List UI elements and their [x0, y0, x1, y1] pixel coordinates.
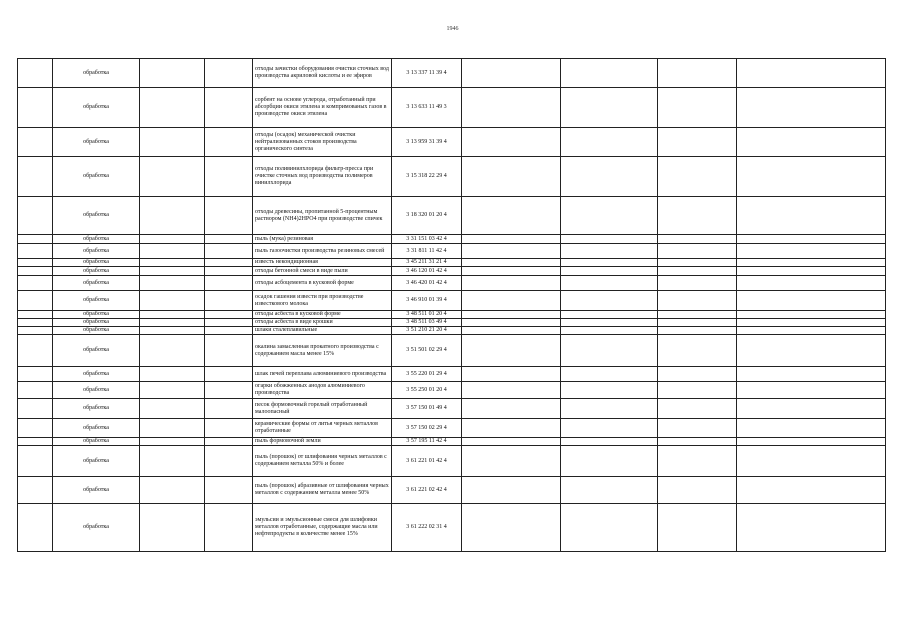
- table-row: [18, 382, 886, 399]
- cell-empty: [140, 477, 205, 504]
- cell-empty: [561, 311, 658, 319]
- cell-empty: [658, 367, 737, 382]
- cell-empty: [462, 59, 561, 88]
- cell-index: [18, 367, 53, 382]
- cell-empty: [658, 327, 737, 335]
- cell-empty: [462, 128, 561, 157]
- cell-operation: обработка: [53, 504, 140, 552]
- cell-empty: [140, 157, 205, 197]
- cell-waste-code: 3 31 811 11 42 4: [392, 244, 462, 259]
- cell-empty: [205, 244, 253, 259]
- cell-empty: [140, 244, 205, 259]
- cell-waste-code: 3 46 120 01 42 4: [392, 267, 462, 276]
- cell-operation: обработка: [53, 419, 140, 438]
- cell-empty: [462, 197, 561, 235]
- cell-index: [18, 504, 53, 552]
- cell-empty: [140, 335, 205, 367]
- table-row: [18, 335, 886, 367]
- cell-empty: [561, 477, 658, 504]
- cell-waste-code: 3 18 320 01 20 4: [392, 197, 462, 235]
- table-row: [18, 504, 886, 552]
- cell-operation: обработка: [53, 327, 140, 335]
- cell-empty: [140, 267, 205, 276]
- cell-waste-code: 3 46 420 01 42 4: [392, 276, 462, 291]
- table-row: [18, 438, 886, 446]
- cell-empty: [205, 477, 253, 504]
- cell-waste-code: 3 46 910 01 39 4: [392, 291, 462, 311]
- cell-waste-code: 3 57 150 01 49 4: [392, 399, 462, 419]
- cell-empty: [205, 335, 253, 367]
- cell-empty: [205, 327, 253, 335]
- cell-empty: [205, 438, 253, 446]
- cell-empty: [205, 382, 253, 399]
- cell-index: [18, 291, 53, 311]
- cell-waste-code: 3 61 221 01 42 4: [392, 446, 462, 477]
- cell-empty: [462, 419, 561, 438]
- cell-empty: [462, 311, 561, 319]
- table-row: [18, 327, 886, 335]
- cell-index: [18, 235, 53, 244]
- cell-empty: [205, 419, 253, 438]
- cell-empty: [205, 197, 253, 235]
- cell-operation: обработка: [53, 128, 140, 157]
- cell-index: [18, 419, 53, 438]
- cell-empty: [140, 319, 205, 327]
- cell-waste-name: огарки обожженных анодов алюминиевого производства: [253, 382, 392, 399]
- cell-waste-code: 3 55 250 01 20 4: [392, 382, 462, 399]
- cell-index: [18, 197, 53, 235]
- cell-waste-name: известь некондиционная: [253, 259, 392, 267]
- cell-index: [18, 267, 53, 276]
- cell-operation: обработка: [53, 446, 140, 477]
- cell-operation: обработка: [53, 276, 140, 291]
- cell-empty: [737, 157, 886, 197]
- cell-waste-name: отходы древесины, пропитанной 5-процентным раствором (NH4)2HPO4 при производстве спичек: [253, 197, 392, 235]
- cell-empty: [140, 259, 205, 267]
- cell-operation: обработка: [53, 88, 140, 128]
- table-row: [18, 244, 886, 259]
- cell-empty: [140, 367, 205, 382]
- cell-empty: [658, 128, 737, 157]
- cell-empty: [205, 128, 253, 157]
- cell-waste-name: шлаки сталеплавильные: [253, 327, 392, 335]
- cell-empty: [561, 382, 658, 399]
- cell-empty: [205, 367, 253, 382]
- table-row: [18, 291, 886, 311]
- cell-empty: [561, 157, 658, 197]
- cell-empty: [658, 235, 737, 244]
- cell-empty: [205, 291, 253, 311]
- cell-waste-name: отходы зачистки оборудования очистки сточных вод производства акриловой кислоты и ее эфиров: [253, 59, 392, 88]
- cell-empty: [737, 367, 886, 382]
- cell-empty: [737, 244, 886, 259]
- cell-empty: [462, 367, 561, 382]
- cell-waste-code: 3 61 222 02 31 4: [392, 504, 462, 552]
- cell-empty: [658, 504, 737, 552]
- cell-empty: [658, 319, 737, 327]
- cell-empty: [462, 244, 561, 259]
- cell-empty: [561, 244, 658, 259]
- cell-empty: [205, 235, 253, 244]
- table-row: [18, 128, 886, 157]
- cell-index: [18, 157, 53, 197]
- cell-empty: [140, 399, 205, 419]
- cell-empty: [561, 235, 658, 244]
- cell-empty: [462, 88, 561, 128]
- cell-waste-name: песок формовочный горелый отработанный малоопасный: [253, 399, 392, 419]
- cell-empty: [561, 335, 658, 367]
- cell-empty: [462, 327, 561, 335]
- cell-empty: [205, 319, 253, 327]
- cell-empty: [658, 311, 737, 319]
- cell-operation: обработка: [53, 259, 140, 267]
- cell-empty: [737, 319, 886, 327]
- cell-empty: [658, 399, 737, 419]
- cell-empty: [658, 291, 737, 311]
- cell-waste-code: 3 61 221 02 42 4: [392, 477, 462, 504]
- table-row: [18, 399, 886, 419]
- cell-waste-name: шлак печей переплава алюминиевого производства: [253, 367, 392, 382]
- cell-empty: [205, 259, 253, 267]
- cell-empty: [561, 446, 658, 477]
- table-row: [18, 235, 886, 244]
- cell-empty: [737, 477, 886, 504]
- cell-empty: [140, 504, 205, 552]
- cell-waste-name: отходы (осадок) механической очистки нейтрализованных стоков производства органического синтеза: [253, 128, 392, 157]
- cell-empty: [205, 276, 253, 291]
- cell-empty: [737, 335, 886, 367]
- cell-waste-code: 3 57 195 11 42 4: [392, 438, 462, 446]
- cell-waste-code: 3 13 337 11 39 4: [392, 59, 462, 88]
- cell-empty: [205, 399, 253, 419]
- cell-waste-name: отходы бетонной смеси в виде пыли: [253, 267, 392, 276]
- cell-empty: [737, 382, 886, 399]
- cell-empty: [140, 276, 205, 291]
- cell-operation: обработка: [53, 438, 140, 446]
- cell-waste-code: 3 48 511 03 49 4: [392, 319, 462, 327]
- cell-empty: [737, 399, 886, 419]
- cell-index: [18, 382, 53, 399]
- cell-empty: [462, 276, 561, 291]
- cell-waste-code: 3 55 220 01 29 4: [392, 367, 462, 382]
- cell-empty: [658, 276, 737, 291]
- cell-operation: обработка: [53, 319, 140, 327]
- cell-empty: [205, 311, 253, 319]
- cell-empty: [737, 59, 886, 88]
- cell-empty: [140, 311, 205, 319]
- cell-index: [18, 88, 53, 128]
- cell-empty: [462, 504, 561, 552]
- cell-empty: [462, 235, 561, 244]
- cell-index: [18, 311, 53, 319]
- table-row: [18, 197, 886, 235]
- cell-empty: [462, 319, 561, 327]
- cell-index: [18, 59, 53, 88]
- cell-waste-code: 3 13 633 11 49 3: [392, 88, 462, 128]
- cell-empty: [140, 419, 205, 438]
- table-row: [18, 311, 886, 319]
- cell-empty: [561, 327, 658, 335]
- table-body: [18, 59, 886, 552]
- table-row: [18, 367, 886, 382]
- cell-empty: [737, 235, 886, 244]
- cell-empty: [737, 267, 886, 276]
- cell-empty: [737, 327, 886, 335]
- cell-empty: [737, 276, 886, 291]
- cell-index: [18, 438, 53, 446]
- cell-index: [18, 335, 53, 367]
- cell-empty: [658, 59, 737, 88]
- cell-empty: [737, 128, 886, 157]
- cell-empty: [205, 157, 253, 197]
- cell-empty: [205, 267, 253, 276]
- cell-empty: [737, 438, 886, 446]
- cell-operation: обработка: [53, 367, 140, 382]
- cell-empty: [561, 419, 658, 438]
- cell-empty: [561, 291, 658, 311]
- table-row: [18, 259, 886, 267]
- cell-empty: [658, 446, 737, 477]
- cell-empty: [561, 128, 658, 157]
- cell-operation: обработка: [53, 244, 140, 259]
- page-number: 1946: [446, 26, 459, 32]
- cell-empty: [737, 197, 886, 235]
- cell-empty: [561, 276, 658, 291]
- cell-empty: [140, 291, 205, 311]
- cell-empty: [658, 477, 737, 504]
- cell-empty: [561, 399, 658, 419]
- cell-empty: [658, 157, 737, 197]
- cell-waste-name: эмульсии и эмульсионные смеси для шлифовки металлов отработанные, содержащие масла или нефтепродукты в количестве менее 15%: [253, 504, 392, 552]
- cell-waste-name: пыль формовочной земли: [253, 438, 392, 446]
- cell-waste-name: окалина замасленная прокатного производства с содержанием масла менее 15%: [253, 335, 392, 367]
- cell-waste-name: пыль (порошок) от шлифования черных металлов с содержанием металла 50% и более: [253, 446, 392, 477]
- cell-empty: [462, 157, 561, 197]
- cell-empty: [462, 382, 561, 399]
- cell-empty: [737, 311, 886, 319]
- cell-operation: обработка: [53, 335, 140, 367]
- cell-waste-code: 3 51 210 21 20 4: [392, 327, 462, 335]
- cell-empty: [462, 267, 561, 276]
- cell-empty: [737, 446, 886, 477]
- cell-waste-code: 3 51 501 02 29 4: [392, 335, 462, 367]
- cell-empty: [462, 399, 561, 419]
- table-row: [18, 477, 886, 504]
- cell-waste-code: 3 15 318 22 29 4: [392, 157, 462, 197]
- cell-empty: [658, 335, 737, 367]
- cell-empty: [205, 59, 253, 88]
- cell-empty: [658, 438, 737, 446]
- cell-index: [18, 319, 53, 327]
- cell-empty: [658, 382, 737, 399]
- cell-empty: [561, 88, 658, 128]
- cell-empty: [561, 504, 658, 552]
- cell-index: [18, 477, 53, 504]
- cell-empty: [140, 59, 205, 88]
- cell-empty: [561, 319, 658, 327]
- cell-empty: [205, 88, 253, 128]
- cell-empty: [737, 419, 886, 438]
- table-row: [18, 419, 886, 438]
- cell-waste-name: пыль газоочистки производства резиновых смесей: [253, 244, 392, 259]
- cell-empty: [462, 335, 561, 367]
- cell-operation: обработка: [53, 311, 140, 319]
- table-row: [18, 59, 886, 88]
- cell-empty: [462, 291, 561, 311]
- table-row: [18, 446, 886, 477]
- cell-index: [18, 327, 53, 335]
- table-row: [18, 319, 886, 327]
- waste-table: [17, 58, 886, 552]
- cell-waste-name: отходы асбеста в кусковой форме: [253, 311, 392, 319]
- cell-empty: [561, 197, 658, 235]
- cell-operation: обработка: [53, 235, 140, 244]
- cell-waste-name: отходы асбоцемента в кусковой форме: [253, 276, 392, 291]
- cell-empty: [737, 504, 886, 552]
- cell-waste-code: 3 48 511 01 20 4: [392, 311, 462, 319]
- cell-operation: обработка: [53, 477, 140, 504]
- cell-empty: [737, 291, 886, 311]
- cell-empty: [561, 59, 658, 88]
- table-row: [18, 276, 886, 291]
- cell-index: [18, 128, 53, 157]
- cell-waste-code: 3 13 959 31 39 4: [392, 128, 462, 157]
- cell-waste-code: 3 31 151 03 42 4: [392, 235, 462, 244]
- cell-waste-code: 3 57 150 02 29 4: [392, 419, 462, 438]
- cell-waste-name: пыль (мука) резиновая: [253, 235, 392, 244]
- cell-empty: [737, 259, 886, 267]
- cell-empty: [140, 446, 205, 477]
- cell-operation: обработка: [53, 157, 140, 197]
- cell-empty: [561, 267, 658, 276]
- cell-operation: обработка: [53, 267, 140, 276]
- cell-waste-code: 3 45 211 31 21 4: [392, 259, 462, 267]
- cell-empty: [561, 438, 658, 446]
- cell-empty: [462, 446, 561, 477]
- cell-empty: [140, 382, 205, 399]
- cell-waste-name: сорбент на основе углерода, отработанный при абсорбции окиси этилена и компримованых газов в производстве окиси этилена: [253, 88, 392, 128]
- cell-empty: [658, 244, 737, 259]
- cell-operation: обработка: [53, 382, 140, 399]
- cell-index: [18, 399, 53, 419]
- cell-index: [18, 244, 53, 259]
- cell-empty: [658, 419, 737, 438]
- cell-operation: обработка: [53, 197, 140, 235]
- cell-waste-name: керамические формы от литья черных металлов отработанные: [253, 419, 392, 438]
- cell-empty: [205, 446, 253, 477]
- table-row: [18, 267, 886, 276]
- cell-empty: [140, 438, 205, 446]
- cell-empty: [140, 327, 205, 335]
- cell-empty: [561, 259, 658, 267]
- cell-empty: [658, 197, 737, 235]
- cell-index: [18, 446, 53, 477]
- cell-empty: [140, 197, 205, 235]
- cell-waste-name: отходы поливинилхлорида фильтр-пресса при очистке сточных вод производства полимеров винилхлорида: [253, 157, 392, 197]
- cell-empty: [140, 88, 205, 128]
- cell-empty: [205, 504, 253, 552]
- cell-empty: [462, 259, 561, 267]
- cell-operation: обработка: [53, 59, 140, 88]
- cell-empty: [658, 259, 737, 267]
- cell-empty: [462, 438, 561, 446]
- cell-empty: [140, 128, 205, 157]
- cell-empty: [561, 367, 658, 382]
- table-row: [18, 88, 886, 128]
- cell-empty: [658, 267, 737, 276]
- cell-empty: [140, 235, 205, 244]
- cell-index: [18, 259, 53, 267]
- cell-empty: [462, 477, 561, 504]
- cell-empty: [658, 88, 737, 128]
- cell-operation: обработка: [53, 291, 140, 311]
- cell-waste-name: осадок гашения извести при производстве известкового молока: [253, 291, 392, 311]
- cell-waste-name: пыль (порошок) абразивные от шлифования черных металлов с содержанием металла менее 50%: [253, 477, 392, 504]
- table-row: [18, 157, 886, 197]
- cell-empty: [737, 88, 886, 128]
- cell-operation: обработка: [53, 399, 140, 419]
- cell-index: [18, 276, 53, 291]
- cell-waste-name: отходы асбеста в виде крошки: [253, 319, 392, 327]
